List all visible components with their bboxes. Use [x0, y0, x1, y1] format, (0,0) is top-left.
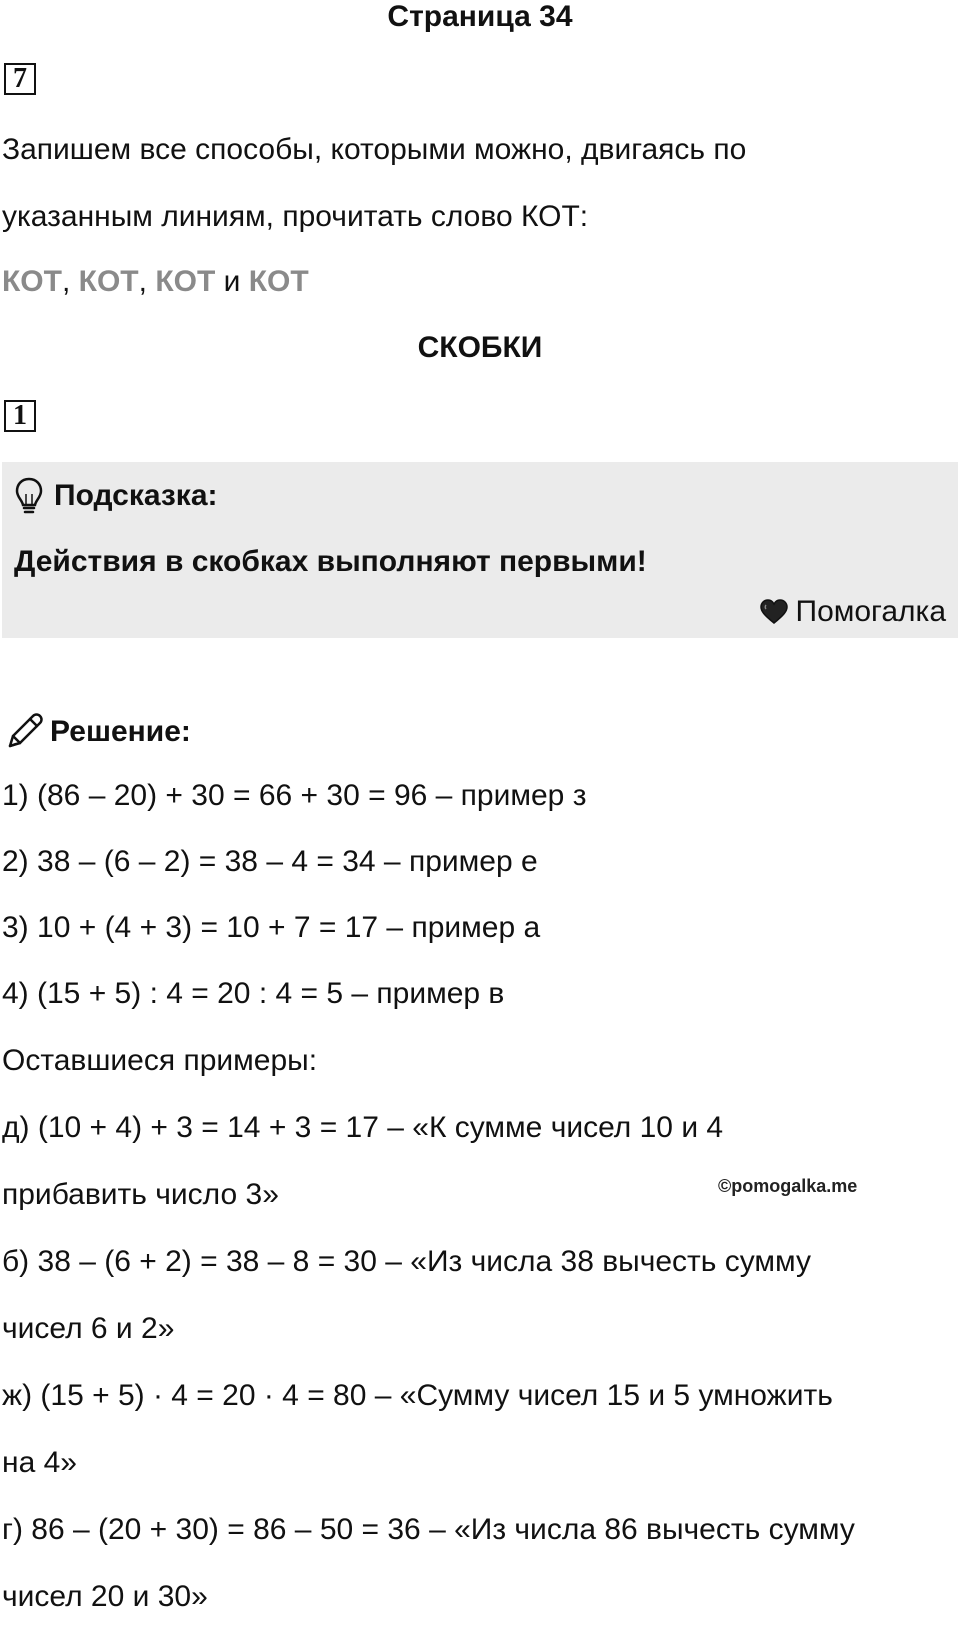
solution-line: 3) 10 + (4 + 3) = 10 + 7 = 17 – пример а	[2, 911, 541, 944]
heart-icon	[760, 599, 788, 625]
task7-text-line-1: Запишем все способы, которыми можно, двигаясь по	[2, 133, 747, 166]
task7-text-line-2: указанным линиям, прочитать слово КОТ:	[2, 200, 589, 233]
kot-word: КОТ	[2, 265, 62, 298]
lightbulb-icon	[14, 476, 44, 516]
kot-words-line	[2, 262, 309, 302]
solution-line: чисел 20 и 30»	[2, 1580, 208, 1613]
separator: ,	[61, 265, 79, 298]
solution-line: ж) (15 + 5) · 4 = 20 · 4 = 80 – «Сумму чисел 15 и 5 умножить	[2, 1379, 833, 1412]
hint-box	[2, 462, 958, 638]
brand-name: Помогалка	[795, 595, 946, 628]
task-number-7: 7	[4, 63, 36, 95]
solution-header	[4, 712, 191, 752]
solution-line: Оставшиеся примеры:	[2, 1044, 318, 1077]
watermark: ©pomogalka.me	[718, 1176, 858, 1196]
kot-word: КОТ	[155, 265, 216, 298]
kot-word: КОТ	[78, 265, 139, 298]
kot-word: КОТ	[248, 265, 309, 298]
solution-line: г) 86 – (20 + 30) = 86 – 50 = 36 – «Из числа 86 вычесть сумму	[2, 1513, 855, 1546]
pencil-icon	[4, 712, 44, 752]
separator: ,	[138, 265, 156, 298]
task-number-1: 1	[4, 400, 36, 432]
solution-title: Решение:	[50, 715, 191, 748]
solution-line: чисел 6 и 2»	[2, 1312, 175, 1345]
solution-line: 1) (86 – 20) + 30 = 66 + 30 = 96 – пример з	[2, 779, 587, 812]
hint-header	[14, 476, 218, 516]
separator: и	[215, 265, 249, 298]
section-title: СКОБКИ	[417, 331, 543, 364]
solution-line: на 4»	[2, 1446, 77, 1479]
solution-line: б) 38 – (6 + 2) = 38 – 8 = 30 – «Из числа 38 вычесть сумму	[2, 1245, 812, 1278]
hint-text: Действия в скобках выполняют первыми!	[14, 545, 647, 578]
solution-line: прибавить число 3»	[2, 1178, 279, 1211]
hint-brand	[760, 592, 947, 632]
hint-title: Подсказка:	[54, 479, 218, 512]
solution-line: 2) 38 – (6 – 2) = 38 – 4 = 34 – пример е	[2, 845, 538, 878]
page-title: Страница 34	[387, 0, 573, 33]
solution-line: 4) (15 + 5) : 4 = 20 : 4 = 5 – пример в	[2, 977, 505, 1010]
solution-line: д) (10 + 4) + 3 = 14 + 3 = 17 – «К сумме чисел 10 и 4	[2, 1111, 724, 1144]
